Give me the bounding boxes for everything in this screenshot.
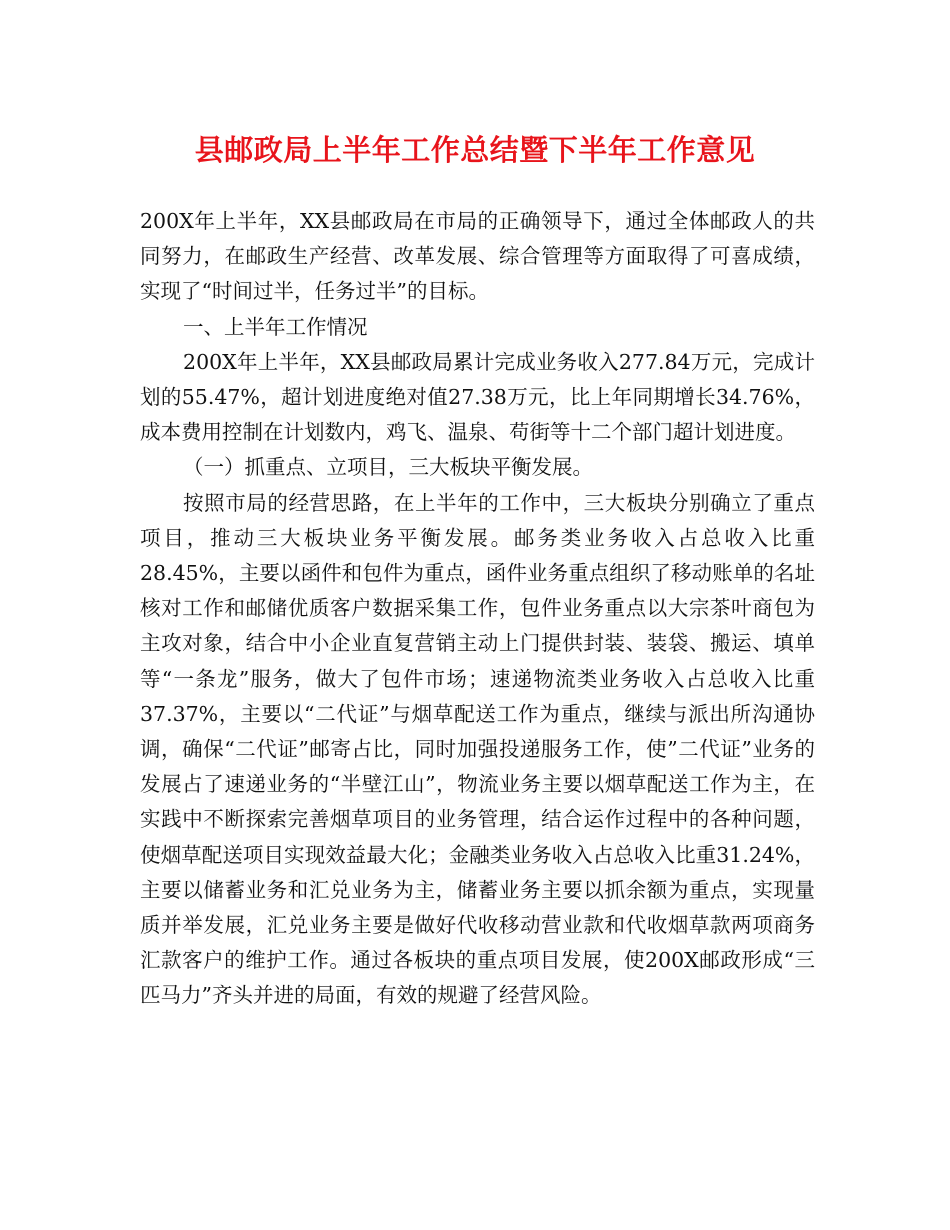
subsection-heading: （一）抓重点、立项目，三大板块平衡发展。 xyxy=(183,455,594,480)
section-heading: 一、上半年工作情况 xyxy=(183,314,368,339)
document-title: 县邮政局上半年工作总结暨下半年工作意见 xyxy=(194,133,756,167)
body-paragraph: 按照市局的经营思路，在上半年的工作中，三大板块分别确立了重点项目，推动三大板块业务平衡发展。邮务类业务收入占总收入比重28.45%，主要以函件和包件为重点，函件业务重点组织了移动账单的名址核对工作和邮储优质客户数据采集工作，包件业务重点以大宗茶叶商包为主攻对象，结合中小企业直复营销主动上门提供封装、装袋、搬运、填单等“一条龙”服务，做大了包件市场；速递物流类业务收入占总收入比重37.37%，主要以“二代证”与烟草配送工作为重点，继续与派出所沟通协调，确保“二代证”邮寄占比，同时加强投递服务工作，使”二代证”业务的发展占了速递业务的“半壁江山”，物流业务主要以烟草配送工作为主，在实践中不断探索完善烟草项目的业务管理，结合运作过程中的各种问题，使烟草配送项目实现效益最大化；金融类业务收入占总收入比重31.24%，主要以储蓄业务和汇兑业务为主，储蓄业务主要以抓余额为重点，实现量质并举发展，汇兑业务主要是做好代收移动营业款和代收烟草款两项商务汇款客户的维护工作。通过各板块的重点项目发展，使200X邮政形成“三匹马力”齐头并进的局面，有效的规避了经营风险。 xyxy=(140,490,815,1008)
document-body xyxy=(140,204,815,1014)
intro-paragraph: 200X年上半年，XX县邮政局在市局的正确领导下，通过全体邮政人的共同努力，在邮政生产经营、改革发展、综合管理等方面取得了可喜成绩，实现了“时间过半，任务过半”的目标。 xyxy=(140,209,815,304)
summary-paragraph: 200X年上半年，XX县邮政局累计完成业务收入277.84万元，完成计划的55.47%，超计划进度绝对值27.38万元，比上年同期增长34.76%，成本费用控制在计划数内，鸡飞、温泉、苟街等十二个部门超计划进度。 xyxy=(140,349,815,445)
